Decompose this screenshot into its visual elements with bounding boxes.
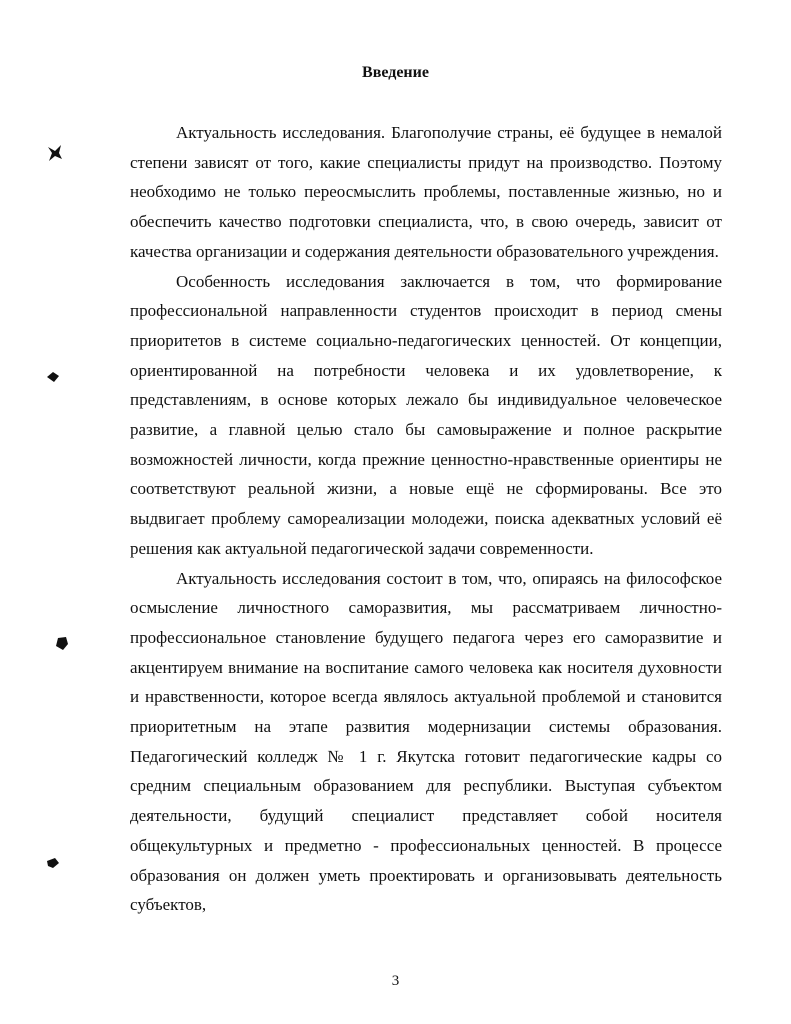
paragraph-relevance: Актуальность исследования. Благополучие страны, её будущее в немалой степени зависят от того, какие специалисты придут на производство. Поэтому необходимо не только переосмыслить проблемы, поставленные жизнью, но и обеспечить качество подготовки специалиста, что, в свою очередь, зависит от качества организации и содержания деятельности образовательного учреждения.: [130, 123, 722, 261]
hole-punch-mark-icon: [55, 636, 69, 651]
page-title: Введение: [362, 64, 429, 81]
hole-punch-mark-icon: [46, 143, 64, 163]
hole-punch-mark-icon: [46, 371, 60, 383]
page-number: 3: [391, 973, 400, 989]
body-text: [130, 118, 722, 920]
paragraph-relevance-2: Актуальность исследования состоит в том, что, опираясь на философское осмысление личностного саморазвития, мы рассматриваем личностно-профессиональное становление будущего педагога через его саморазвитие и акцентируем внимание на воспитание самого человека как носителя духовности и нравственности, которое всегда являлось актуальной проблемой и становится приоритетным на этапе развития модернизации системы образования. Педагогический колледж № 1 г. Якутска готовит педагогические кадры со средним специальным образованием для республики. Выступая субъектом деятельности, будущий специалист представляет собой носителя общекультурных и предметно - профессиональных ценностей. В процессе образования он должен уметь проектировать и организовывать деятельность субъектов,: [130, 568, 722, 915]
paragraph-feature: Особенность исследования заключается в том, что формирование профессиональной направленности студентов происходит в период смены приоритетов в системе социально-педагогических ценностей. От концепции, ориентированной на потребности человека и их удовлетворение, к представлениям, в основе которых лежало бы индивидуальное человеческое развитие, а главной целью стало бы самовыражение и полное раскрытие возможностей личности, когда прежние ценностно-нравственные ориентиры не соответствуют реальной жизни, а новые ещё не сформированы. Все это выдвигает проблему самореализации молодежи, поиска адекватных условий её решения как актуальной педагогической задачи современности.: [130, 271, 722, 558]
hole-punch-mark-icon: [46, 857, 60, 869]
